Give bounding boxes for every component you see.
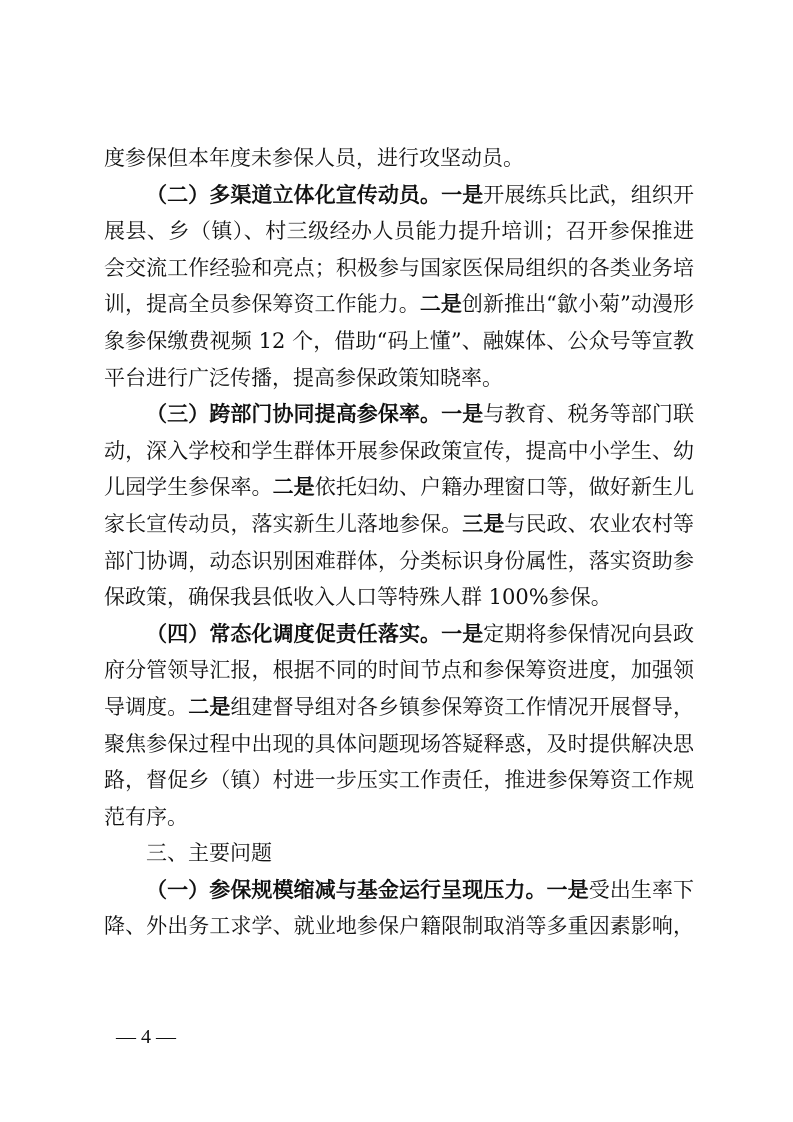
text-line — [104, 286, 694, 323]
text-run: 开展练兵比武，组织开 — [483, 182, 695, 207]
bold-text-run: （三）跨部门协同提高参保率。 — [146, 402, 442, 427]
text-run: 平台进行广泛传播，提高参保政策知晓率。 — [104, 365, 503, 390]
bold-text-run: 一是 — [441, 402, 484, 427]
bold-text-run: 一是 — [441, 182, 484, 207]
text-line — [104, 579, 694, 616]
text-run: 展县、乡（镇）、村三级经办人员能力提升培训；召开参保推进 — [104, 219, 694, 244]
text-run: 度参保但本年度未参保人员，进行攻坚动员。 — [104, 146, 524, 170]
text-run: 府分管领导汇报，根据不同的时间节点和参保筹资进度，加强领 — [104, 658, 694, 683]
document-body — [104, 140, 694, 945]
text-run: 家长宣传动员，落实新生儿落地参保。 — [104, 511, 463, 536]
text-line — [104, 433, 694, 470]
text-run: 组建督导组对各乡镇参保筹资工作情况开展督导， — [230, 694, 695, 719]
bold-text-run: 二是 — [419, 292, 462, 317]
text-run: 象参保缴费视频 12 个，借助“码上懂”、融媒体、公众号等宣教 — [104, 328, 694, 353]
text-run: 儿园学生参保率。 — [104, 475, 273, 500]
text-run: 与教育、税务等部门联 — [483, 402, 695, 427]
text-run: 聚焦参保过程中出现的具体问题现场答疑释惑，及时提供解决思 — [104, 731, 694, 756]
text-line — [104, 908, 694, 945]
text-line — [104, 469, 694, 506]
text-line — [104, 323, 694, 360]
text-run: 训，提高全员参保筹资工作能力。 — [104, 292, 420, 317]
text-line — [104, 689, 694, 726]
text-run: 保政策，确保我县低收入人口等特殊人群 100%参保。 — [104, 585, 612, 610]
text-line — [104, 652, 694, 689]
text-line — [104, 506, 694, 543]
text-run: 动，深入学校和学生群体开展参保政策宣传，提高中小学生、幼 — [104, 438, 694, 463]
bold-text-run: 二是 — [272, 475, 315, 500]
text-run: 路，督促乡（镇）村进一步压实工作责任，推进参保筹资工作规 — [104, 768, 694, 793]
text-run: 降、外出务工求学、就业地参保户籍限制取消等多重因素影响， — [104, 914, 694, 939]
text-run: 导调度。 — [104, 694, 189, 719]
text-line — [104, 396, 694, 433]
bold-text-run: 三是 — [462, 511, 505, 536]
bold-text-run: （四）常态化调度促责任落实。 — [146, 621, 442, 646]
text-line — [104, 616, 694, 653]
page-number: — 4 — — [116, 1026, 176, 1048]
text-line — [104, 213, 694, 250]
text-line — [104, 177, 694, 214]
text-run: 范有序。 — [104, 804, 188, 829]
text-line — [104, 250, 694, 287]
text-line — [104, 762, 694, 799]
bold-text-run: 一是 — [441, 621, 484, 646]
text-line — [104, 140, 694, 177]
bold-text-run: 二是 — [188, 694, 231, 719]
text-run: 依托妇幼、户籍办理窗口等，做好新生儿 — [314, 475, 695, 500]
text-run: 创新推出“歙小菊”动漫形 — [461, 292, 694, 317]
bold-text-run: （一）参保规模缩减与基金运行呈现压力。 — [146, 877, 547, 902]
text-run: 定期将参保情况向县政 — [483, 621, 695, 646]
text-line — [104, 360, 694, 397]
section-heading: 三、主要问题 — [146, 841, 272, 866]
bold-text-run: （二）多渠道立体化宣传动员。 — [146, 182, 442, 207]
bold-text-run: 一是 — [546, 877, 589, 902]
text-line — [104, 872, 694, 909]
text-run: 部门协调，动态识别困难群体，分类标识身份属性，落实资助参 — [104, 548, 694, 573]
text-line — [104, 799, 694, 836]
text-run: 与民政、农业农村等 — [504, 511, 695, 536]
text-line — [104, 543, 694, 580]
text-run: 受出生率下 — [588, 877, 695, 902]
text-run: 会交流工作经验和亮点；积极参与国家医保局组织的各类业务培 — [104, 255, 694, 280]
text-line — [104, 726, 694, 763]
text-line — [104, 835, 694, 872]
